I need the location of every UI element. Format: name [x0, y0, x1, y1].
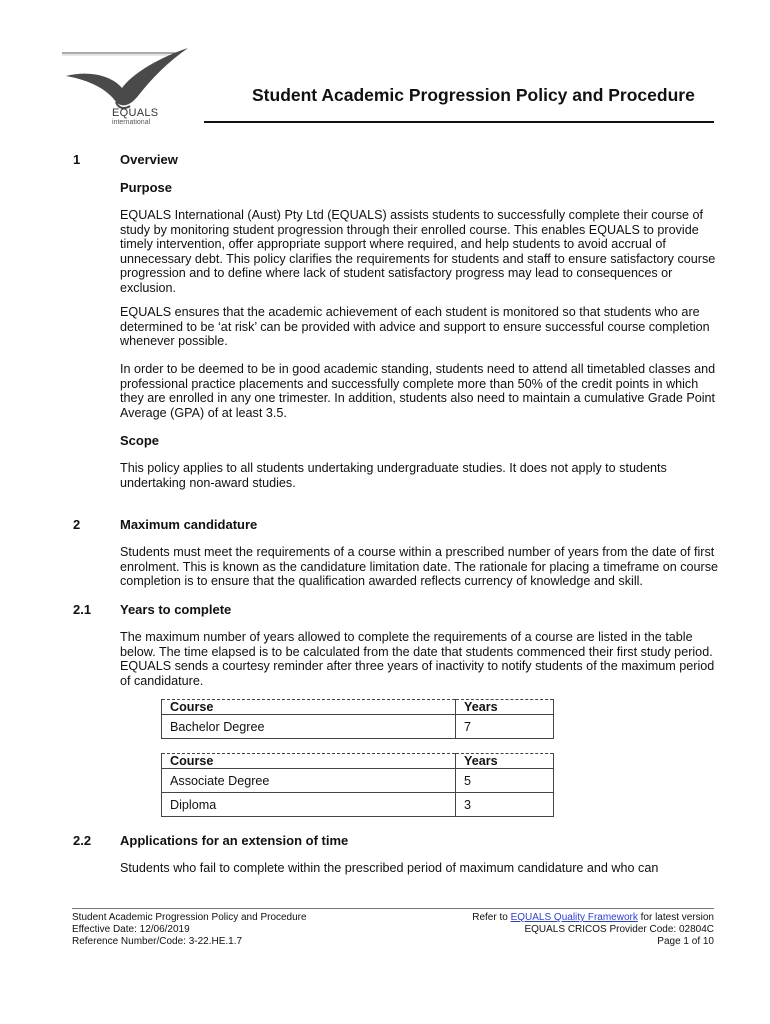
- purpose-paragraph-1: EQUALS International (Aust) Pty Ltd (EQUALS) assists students to successfully complete their course of study by monitoring student progression through their enrolled course. This enables EQUALS to provide timely intervention, offer appropriate support where required, and help students to avoid accrual of unnecessary debt. This policy clarifies the requirements for students and staff to ensure satisfactory course progression and to define where lack of student satisfactory progress may lead to consequences or exclusion.: [120, 208, 716, 295]
- table-header-row: [162, 754, 554, 769]
- footer-cricos-code: EQUALS CRICOS Provider Code: 02804C: [524, 924, 714, 935]
- table-header-years: Years: [456, 700, 554, 715]
- years-table-bachelor: [161, 699, 554, 739]
- purpose-paragraph-3: In order to be deemed to be in good academic standing, students need to attend all timetabled classes and professional practice placements and successfully complete more than 50% of the credit points in which they are enrolled in any one trimester. In addition, students also need to maintain a cumulative Grade Point Average (GPA) of at least 3.5.: [120, 362, 716, 420]
- table-row: [162, 793, 554, 817]
- table-header-years: Years: [456, 754, 554, 769]
- title-divider: [204, 121, 714, 123]
- table-cell-course: Associate Degree: [162, 769, 456, 793]
- section-2-paragraph: Students must meet the requirements of a course within a prescribed number of years from the date of first enrolment. This is known as the candidature limitation date. The rationale for placing a timeframe on course completion is to ensure that the qualification awarded reflects currency of knowledge and skill.: [120, 545, 719, 589]
- table-cell-course: Bachelor Degree: [162, 715, 456, 739]
- section-2-1-paragraph: The maximum number of years allowed to complete the requirements of a course are listed in the table below. The time elapsed is to be calculated from the date that students commenced their first study period. EQUALS sends a courtesy reminder after three years of inactivity to notify students of the maximum period of candidature.: [120, 630, 715, 688]
- table-cell-course: Diploma: [162, 793, 456, 817]
- section-2-1-heading: Years to complete: [120, 602, 232, 617]
- section-1-heading: Overview: [120, 152, 178, 167]
- logo-text: EQUALS: [112, 107, 159, 119]
- table-cell-years: 3: [456, 793, 554, 817]
- quality-framework-link[interactable]: EQUALS Quality Framework: [510, 912, 638, 923]
- scope-paragraph: This policy applies to all students undertaking undergraduate studies. It does not apply to students undertaking non-award studies.: [120, 461, 667, 490]
- section-1-number: 1: [73, 152, 81, 167]
- table-cell-years: 5: [456, 769, 554, 793]
- footer-effective-date: Effective Date: 12/06/2019: [72, 924, 190, 935]
- footer-page-number: Page 1 of 10: [657, 936, 714, 947]
- purpose-heading: Purpose: [120, 180, 173, 195]
- section-2-heading: Maximum candidature: [120, 517, 258, 532]
- table-header-course: Course: [162, 700, 456, 715]
- footer-right: [472, 912, 714, 948]
- section-2-2-heading: Applications for an extension of time: [120, 833, 349, 848]
- section-2-number: 2: [73, 517, 81, 532]
- table-cell-years: 7: [456, 715, 554, 739]
- footer-doc-title: Student Academic Progression Policy and Procedure: [72, 912, 307, 923]
- table-header-course: Course: [162, 754, 456, 769]
- section-2-1-number: 2.1: [73, 602, 92, 617]
- footer-refer-suffix: for latest version: [637, 912, 714, 923]
- logo-subtext: international: [112, 119, 151, 126]
- table-row: [162, 769, 554, 793]
- footer-left: [72, 912, 307, 948]
- section-2-2-number: 2.2: [73, 833, 92, 848]
- table-header-row: [162, 700, 554, 715]
- section-2-2-paragraph: Students who fail to complete within the prescribed period of maximum candidature and who can: [120, 861, 659, 875]
- footer-divider: [72, 908, 714, 909]
- purpose-paragraph-2: EQUALS ensures that the academic achievement of each student is monitored so that students who are determined to be ‘at risk’ can be provided with advice and support to ensure successful course completion whenever possible.: [120, 305, 710, 349]
- table-row: [162, 715, 554, 739]
- footer-refer-prefix: Refer to: [472, 912, 511, 923]
- footer-reference-code: Reference Number/Code: 3-22.HE.1.7: [72, 936, 243, 947]
- scope-heading: Scope: [120, 433, 160, 448]
- years-table-associate-diploma: [161, 753, 554, 817]
- page-title: Student Academic Progression Policy and Procedure: [252, 85, 695, 105]
